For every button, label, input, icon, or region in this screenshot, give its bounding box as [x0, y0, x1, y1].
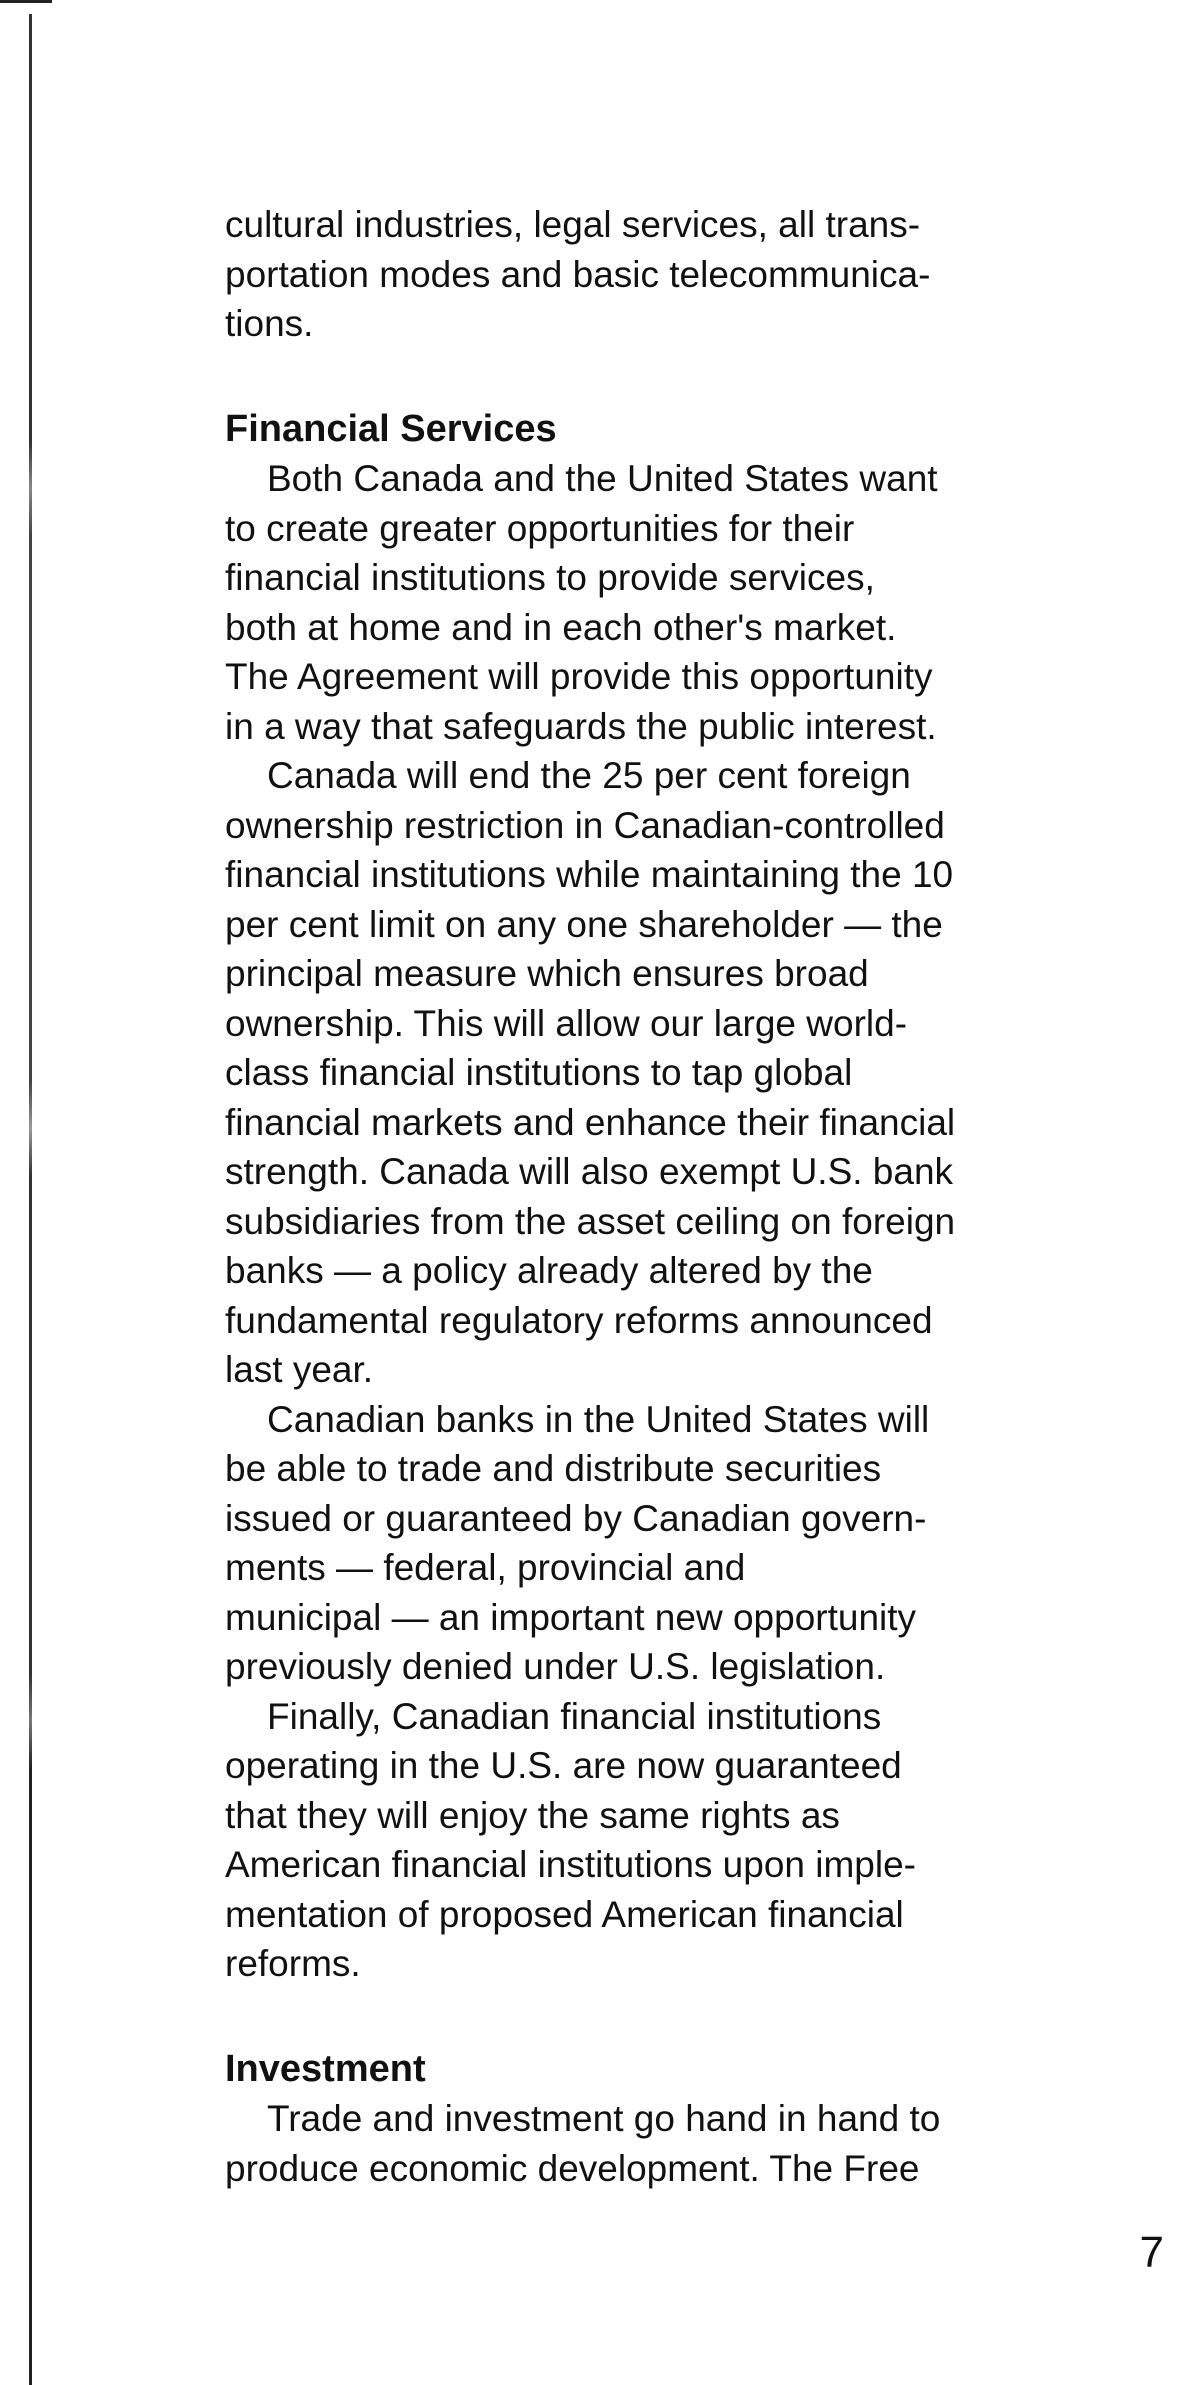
text-line: Both Canada and the United States want — [267, 458, 938, 499]
text-line: tions. — [225, 303, 314, 344]
text-line: both at home and in each other's market. — [225, 606, 897, 648]
text-line: portation modes and basic telecommunica- — [225, 253, 931, 295]
text-line: previously denied under U.S. legislation. — [225, 1646, 886, 1687]
paragraph — [225, 454, 1085, 751]
document-body — [225, 200, 1085, 2193]
text-line: ownership restriction in Canadian-controlled — [225, 804, 945, 846]
paragraph — [225, 1692, 1085, 1989]
text-line: reforms. — [225, 1943, 361, 1984]
text-line: principal measure which ensures broad — [225, 953, 869, 994]
section-financial-services — [225, 405, 1085, 1989]
text-line: mentation of proposed American financial — [225, 1893, 904, 1935]
text-line: American financial institutions upon imple- — [225, 1844, 917, 1885]
text-line: class financial institutions to tap global — [225, 1052, 853, 1093]
text-line: Canadian banks in the United States will — [267, 1398, 930, 1440]
text-line: to create greater opportunities for their — [225, 507, 855, 549]
paragraph — [225, 1395, 1085, 1692]
scan-edge-top — [0, 0, 52, 3]
text-line: financial markets and enhance their financial — [225, 1101, 956, 1143]
text-line: financial institutions while maintaining the 10 — [225, 854, 954, 895]
paragraph — [225, 751, 1085, 1395]
text-line: municipal — an important new opportunity — [225, 1596, 917, 1638]
opening-paragraph — [225, 200, 1085, 349]
text-line: strength. Canada will also exempt U.S. bank — [225, 1151, 954, 1192]
section-investment — [225, 2045, 1085, 2194]
text-line: issued or guaranteed by Canadian govern- — [225, 1497, 927, 1539]
text-line: Trade and investment go hand in hand to — [267, 2098, 941, 2139]
text-line: cultural industries, legal services, all trans- — [225, 204, 921, 245]
text-line: that they will enjoy the same rights as — [225, 1794, 840, 1836]
section-gap — [225, 349, 1085, 405]
section-heading: Investment — [225, 2047, 426, 2090]
text-line: fundamental regulatory reforms announced — [225, 1299, 933, 1341]
text-line: operating in the U.S. are now guaranteed — [225, 1745, 902, 1786]
section-gap — [225, 1989, 1085, 2045]
text-line: The Agreement will provide this opportunity — [225, 656, 933, 697]
text-line: be able to trade and distribute securities — [225, 1448, 882, 1489]
section-heading: Financial Services — [225, 407, 557, 450]
page-number: 7 — [1139, 2228, 1164, 2277]
text-line: produce economic development. The Free — [225, 2147, 920, 2189]
text-line: ownership. This will allow our large world- — [225, 1002, 908, 1044]
text-line: in a way that safeguards the public interest. — [225, 705, 937, 747]
scan-edge-left — [29, 14, 32, 2385]
text-line: per cent limit on any one shareholder — the — [225, 903, 943, 945]
text-line: Finally, Canadian financial institutions — [267, 1695, 882, 1737]
text-line: last year. — [225, 1349, 374, 1390]
text-line: ments — federal, provincial and — [225, 1547, 746, 1588]
text-line: banks — a policy already altered by the — [225, 1250, 873, 1291]
paragraph — [225, 2094, 1085, 2193]
text-line: Canada will end the 25 per cent foreign — [267, 755, 911, 796]
text-line: subsidiaries from the asset ceiling on foreign — [225, 1200, 956, 1242]
text-line: financial institutions to provide services, — [225, 557, 875, 598]
